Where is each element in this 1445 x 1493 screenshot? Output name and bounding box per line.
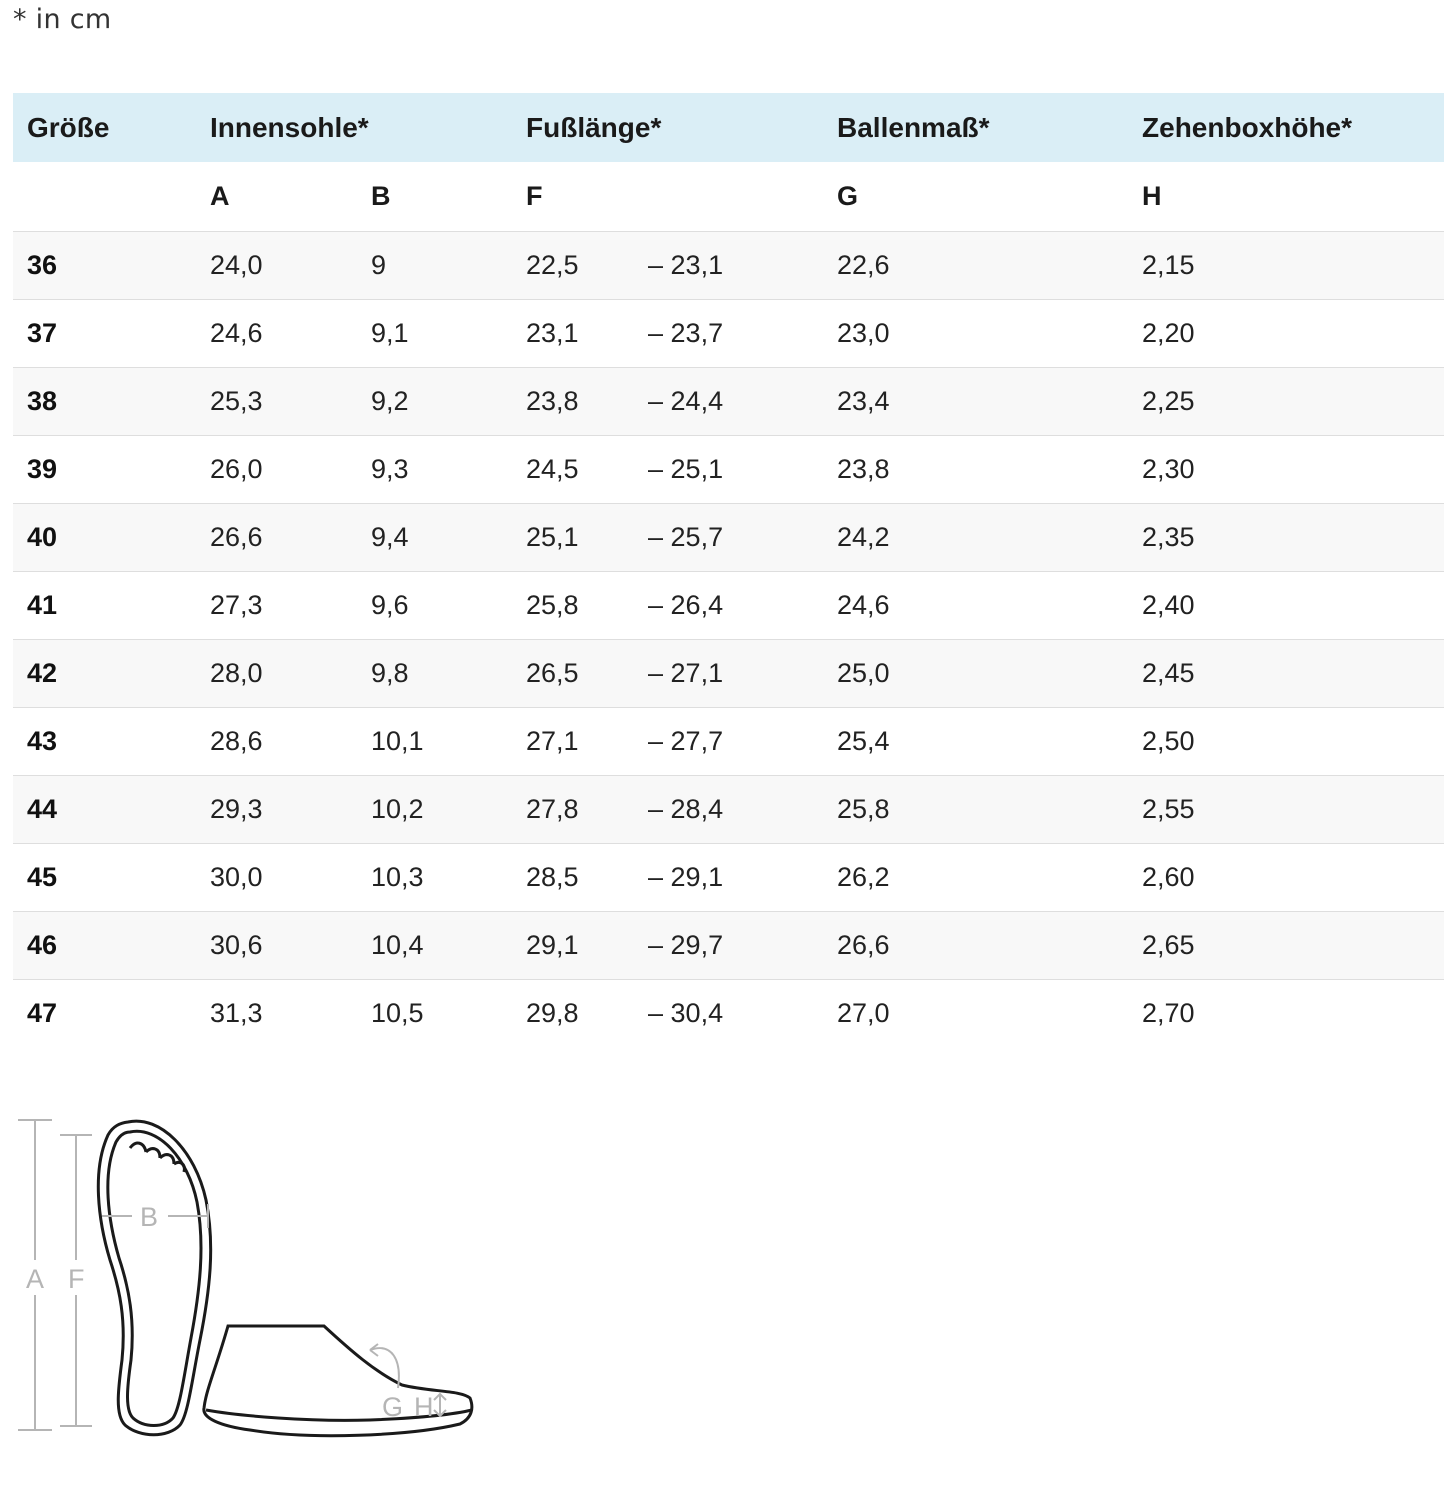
cell-ball: 27,0 [823, 979, 1128, 1047]
table-header-row [13, 93, 1444, 162]
label-h: H [414, 1392, 434, 1422]
table-row [13, 299, 1444, 367]
cell-toebox: 2,15 [1128, 231, 1444, 299]
cell-foot-length-to: – 27,1 [648, 639, 823, 707]
cell-foot-length-to: – 26,4 [648, 571, 823, 639]
table-row [13, 503, 1444, 571]
subheader-b: B [357, 162, 512, 231]
cell-foot-length-from: 23,1 [512, 299, 648, 367]
table-row [13, 435, 1444, 503]
cell-insole-a: 26,0 [196, 435, 357, 503]
subheader-a: A [196, 162, 357, 231]
cell-foot-length-to: – 25,1 [648, 435, 823, 503]
cell-insole-a: 30,0 [196, 843, 357, 911]
cell-insole-a: 24,6 [196, 299, 357, 367]
cell-insole-b: 9,1 [357, 299, 512, 367]
cell-insole-b: 10,2 [357, 775, 512, 843]
cell-insole-b: 9,4 [357, 503, 512, 571]
cell-foot-length-to: – 28,4 [648, 775, 823, 843]
cell-ball: 25,4 [823, 707, 1128, 775]
cell-size: 40 [13, 503, 196, 571]
unit-note: * in cm [13, 4, 112, 35]
cell-insole-b: 9,8 [357, 639, 512, 707]
cell-insole-b: 9,3 [357, 435, 512, 503]
cell-toebox: 2,70 [1128, 979, 1444, 1047]
cell-toebox: 2,45 [1128, 639, 1444, 707]
cell-insole-b: 10,1 [357, 707, 512, 775]
subheader-h: H [1128, 162, 1444, 231]
table-row [13, 979, 1444, 1047]
cell-insole-b: 10,5 [357, 979, 512, 1047]
cell-toebox: 2,55 [1128, 775, 1444, 843]
table-body [13, 231, 1444, 1047]
cell-foot-length-from: 23,8 [512, 367, 648, 435]
cell-toebox: 2,65 [1128, 911, 1444, 979]
cell-size: 36 [13, 231, 196, 299]
subheader-empty [13, 162, 196, 231]
cell-foot-length-to: – 29,7 [648, 911, 823, 979]
table-row [13, 367, 1444, 435]
cell-toebox: 2,20 [1128, 299, 1444, 367]
cell-ball: 24,2 [823, 503, 1128, 571]
table-row [13, 775, 1444, 843]
cell-toebox: 2,60 [1128, 843, 1444, 911]
cell-foot-length-from: 25,8 [512, 571, 648, 639]
cell-foot-length-from: 25,1 [512, 503, 648, 571]
cell-foot-length-from: 27,8 [512, 775, 648, 843]
cell-size: 39 [13, 435, 196, 503]
subheader-g: G [823, 162, 1128, 231]
cell-insole-a: 29,3 [196, 775, 357, 843]
cell-size: 38 [13, 367, 196, 435]
cell-insole-a: 28,0 [196, 639, 357, 707]
cell-ball: 24,6 [823, 571, 1128, 639]
cell-toebox: 2,25 [1128, 367, 1444, 435]
header-insole: Innensohle* [196, 93, 512, 162]
header-size: Größe [13, 93, 196, 162]
subheader-f: F [512, 162, 823, 231]
cell-size: 45 [13, 843, 196, 911]
cell-size: 42 [13, 639, 196, 707]
cell-insole-b: 9,6 [357, 571, 512, 639]
cell-insole-b: 9 [357, 231, 512, 299]
cell-size: 46 [13, 911, 196, 979]
header-toebox: Zehenboxhöhe* [1128, 93, 1444, 162]
cell-ball: 23,4 [823, 367, 1128, 435]
cell-size: 47 [13, 979, 196, 1047]
cell-insole-a: 26,6 [196, 503, 357, 571]
foot-shoe-diagram [10, 1110, 480, 1450]
label-b: B [140, 1202, 159, 1232]
cell-insole-a: 25,3 [196, 367, 357, 435]
table-subheader-row [13, 162, 1444, 231]
cell-foot-length-to: – 25,7 [648, 503, 823, 571]
cell-toebox: 2,30 [1128, 435, 1444, 503]
table-row [13, 843, 1444, 911]
cell-ball: 25,0 [823, 639, 1128, 707]
cell-insole-b: 10,3 [357, 843, 512, 911]
cell-toebox: 2,50 [1128, 707, 1444, 775]
cell-ball: 26,2 [823, 843, 1128, 911]
cell-ball: 26,6 [823, 911, 1128, 979]
table-row [13, 231, 1444, 299]
header-ball: Ballenmaß* [823, 93, 1128, 162]
cell-foot-length-from: 24,5 [512, 435, 648, 503]
cell-foot-length-from: 28,5 [512, 843, 648, 911]
cell-insole-a: 24,0 [196, 231, 357, 299]
cell-size: 41 [13, 571, 196, 639]
table-row [13, 639, 1444, 707]
cell-insole-a: 31,3 [196, 979, 357, 1047]
cell-foot-length-from: 29,8 [512, 979, 648, 1047]
cell-foot-length-to: – 30,4 [648, 979, 823, 1047]
cell-ball: 23,8 [823, 435, 1128, 503]
cell-toebox: 2,40 [1128, 571, 1444, 639]
cell-size: 37 [13, 299, 196, 367]
cell-foot-length-to: – 23,7 [648, 299, 823, 367]
cell-foot-length-to: – 24,4 [648, 367, 823, 435]
cell-insole-a: 27,3 [196, 571, 357, 639]
label-f: F [68, 1264, 85, 1294]
cell-ball: 22,6 [823, 231, 1128, 299]
cell-foot-length-from: 22,5 [512, 231, 648, 299]
cell-foot-length-from: 26,5 [512, 639, 648, 707]
cell-insole-a: 30,6 [196, 911, 357, 979]
cell-foot-length-from: 27,1 [512, 707, 648, 775]
cell-foot-length-to: – 27,7 [648, 707, 823, 775]
cell-insole-b: 9,2 [357, 367, 512, 435]
cell-foot-length-to: – 23,1 [648, 231, 823, 299]
label-g: G [382, 1392, 404, 1422]
size-chart-table [13, 93, 1444, 1047]
cell-size: 44 [13, 775, 196, 843]
cell-ball: 23,0 [823, 299, 1128, 367]
table-row [13, 707, 1444, 775]
cell-size: 43 [13, 707, 196, 775]
table-row [13, 571, 1444, 639]
header-foot-length: Fußlänge* [512, 93, 823, 162]
cell-insole-a: 28,6 [196, 707, 357, 775]
insole-outline [98, 1121, 210, 1435]
table-row [13, 911, 1444, 979]
cell-insole-b: 10,4 [357, 911, 512, 979]
cell-toebox: 2,35 [1128, 503, 1444, 571]
cell-foot-length-to: – 29,1 [648, 843, 823, 911]
label-a: A [26, 1264, 45, 1294]
cell-foot-length-from: 29,1 [512, 911, 648, 979]
cell-ball: 25,8 [823, 775, 1128, 843]
